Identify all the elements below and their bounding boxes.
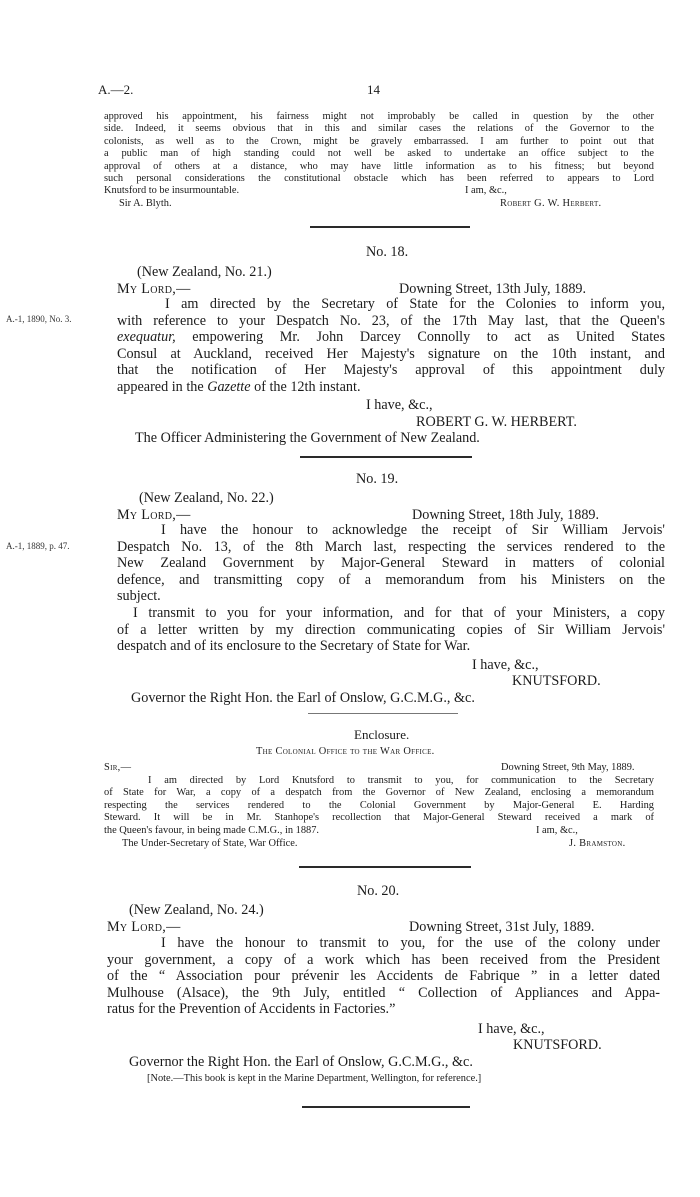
enclosure-subheading: The Colonial Office to the War Office. (256, 746, 435, 757)
text-line: I have the honour to transmit to you, for the use of the colony under (161, 935, 660, 951)
place-date: Downing Street, 9th May, 1889. (501, 762, 635, 773)
place-date: Downing Street, 31st July, 1889. (409, 919, 595, 935)
closing: I am, &c., (536, 825, 578, 836)
document-reference: A.—2. (98, 82, 134, 97)
text-line: with reference to your Despatch No. 23, of the 17th May last, that the Queen's (117, 312, 665, 329)
text-line: defence, and transmitting copy of a memorandum from his Ministers on the (117, 571, 665, 588)
text-line: I transmit to you for your information, and for that of your Ministers, a copy (133, 604, 665, 621)
section-divider (299, 866, 471, 868)
continuation-paragraph (104, 111, 654, 198)
text-run: of the 12th instant. (250, 378, 361, 395)
addressee: Governor the Right Hon. the Earl of Onslow, G.C.M.G., &c. (129, 1054, 473, 1070)
text-line: despatch and of its enclosure to the Secretary of State for War. (117, 638, 471, 655)
place-date: Downing Street, 18th July, 1889. (412, 507, 600, 523)
text-line (117, 379, 665, 396)
section-divider (308, 713, 458, 714)
text-line: colonists, as well as to the Crown, might be gravely embarrassed. I am further to point out that (104, 135, 654, 147)
text-line: a public man of high standing could not well be asked to undertake an office subject to the (104, 148, 654, 160)
text-line: ratus for the Prevention of Accidents in Factories.” (107, 1001, 396, 1018)
margin-reference: A.-1, 1890, No. 3. (6, 314, 72, 324)
enclosure-heading: Enclosure. (354, 727, 410, 742)
section-heading: No. 18. (366, 244, 409, 260)
footnote: [Note.—This book is kept in the Marine Department, Wellington, for reference.] (147, 1073, 482, 1084)
letter-body (117, 296, 665, 396)
italic-term: Gazette (207, 378, 251, 395)
italic-term: exequatur, (117, 329, 176, 346)
text-line: approval of others at a distance, who may have little information as to his fitness; but beyond (104, 160, 654, 172)
addressee: The Under-Secretary of State, War Office. (122, 838, 298, 849)
salutation: Sir,— (104, 762, 132, 773)
signature: KNUTSFORD. (513, 1037, 602, 1053)
page-number: 14 (367, 82, 380, 97)
colony-reference: (New Zealand, No. 22.) (139, 490, 274, 506)
signature: J. Bramston. (569, 838, 626, 849)
text-line: of a letter written by my direction communicating copies of Sir William Jervois' (117, 621, 665, 638)
text-line: the Queen's favour, in being made C.M.G., in 1887. (104, 824, 320, 836)
signature: KNUTSFORD. (512, 673, 601, 689)
closing: I am, &c., (465, 185, 507, 196)
text-line: respecting the services rendered to the Colonial Government by Major-General E. Harding (104, 799, 654, 811)
letter-body (117, 522, 665, 655)
section-divider (300, 456, 472, 458)
text-line: Consul at Auckland, received Her Majesty's signature on the 10th instant, and (117, 345, 665, 362)
salutation: My Lord,— (117, 507, 191, 523)
place-date: Downing Street, 13th July, 1889. (399, 281, 587, 297)
section-heading: No. 19. (356, 471, 399, 487)
text-line: subject. (117, 588, 161, 605)
text-line: of State for War, a copy of a despatch from the Governor of New Zealand, enclosing a memorandum (104, 787, 654, 799)
addressee: Governor the Right Hon. the Earl of Onslow, G.C.M.G., &c. (131, 690, 475, 706)
salutation: My Lord,— (107, 919, 181, 935)
text-line: approved his appointment, his fairness might not improbably be called in question by the other (104, 111, 654, 122)
text-line: I have the honour to acknowledge the receipt of Sir William Jervois' (161, 522, 665, 538)
addressee: The Officer Administering the Government of New Zealand. (135, 430, 480, 446)
text-line: Knutsford to be insurmountable. (104, 185, 240, 197)
text-line: Steward. It will be in Mr. Stanhope's recollection that Major-General Steward received a mark of (104, 812, 654, 824)
section-divider (302, 1106, 470, 1108)
text-run: empowering Mr. John Darcey Connolly to act as United States (175, 329, 665, 346)
text-line: of the “ Association pour prévenir les Accidents de Fabrique ” in a letter dated (107, 968, 660, 985)
letter-body (107, 935, 660, 1018)
margin-reference: A.-1, 1889, p. 47. (6, 541, 70, 551)
text-line (117, 329, 665, 346)
text-line: New Zealand Government by Major-General Steward in matters of colonial (117, 555, 665, 572)
colony-reference: (New Zealand, No. 24.) (129, 902, 264, 918)
text-line: such personal considerations the constitutional obstacle which has been referred to appears to Lord (104, 173, 654, 185)
text-line: your government, a copy of a work which has been received from the President (107, 951, 660, 968)
closing: I have, &c., (472, 657, 539, 673)
text-line: Despatch No. 13, of the 8th March last, respecting the services rendered to the (117, 538, 665, 555)
text-line: Mulhouse (Alsace), the 9th July, entitled “ Collection of Appliances and Appa- (107, 984, 660, 1001)
colony-reference: (New Zealand, No. 21.) (137, 264, 272, 280)
text-line: I am directed by the Secretary of State for the Colonies to inform you, (165, 296, 665, 312)
signature: Robert G. W. Herbert. (500, 198, 602, 209)
text-line: that the notification of Her Majesty's approval of this appointment duly (117, 362, 665, 379)
closing: I have, &c., (478, 1021, 545, 1037)
closing: I have, &c., (366, 397, 433, 413)
section-heading: No. 20. (357, 883, 400, 899)
text-line: I am directed by Lord Knutsford to transmit to you, for communication to the Secretary (148, 775, 654, 786)
text-line: side. Indeed, it seems obvious that in this and similar cases the relations of the Governor to the (104, 123, 654, 135)
signature: ROBERT G. W. HERBERT. (416, 414, 577, 430)
text-run: appeared in the (117, 378, 208, 395)
section-divider (310, 226, 470, 228)
salutation: My Lord,— (117, 281, 191, 297)
addressee: Sir A. Blyth. (119, 198, 172, 209)
